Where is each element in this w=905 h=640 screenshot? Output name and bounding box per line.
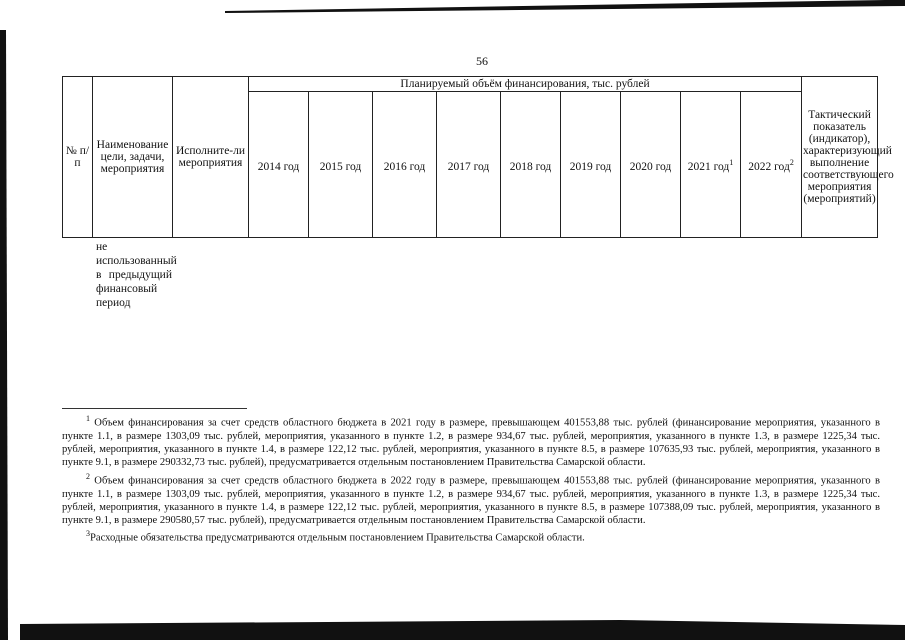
page-number: 56: [476, 54, 488, 68]
footnote: $^1$ Объем финансирования за счет средств областного бюджета в 2021 году в размере, превышающем 401553,88 тыс. рублей (финансирование мероприятия, указанного в пункте 1.1, в размере 1303,09 тыс. рублей, мероприятия, указанного в пункте 1.2, в размере 934,67 тыс. рублей, мероприятия, указанного в пункте 1.3, в размере 1225,34 тыс. рублей, мероприятия, указанного в пункте 1.4, в размере 122,12 тыс. рублей, мероприятия, указанного в пункте 8.5, в размере 107635,93 тыс. рублей, мероприятия, указанного в пункте 9.1, в размере 290332,73 тыс. рублей), предусматривается отдельным постановлением Правительства Самарской области.: [62, 414, 880, 469]
footnote: $^3$Расходные обязательства предусматриваются отдельным постановлением Правительства Самарской области.: [86, 529, 585, 544]
header-year: 2015 год: [309, 92, 373, 238]
footnotes: [62, 412, 880, 545]
header-indicator: Тактический показатель (индикатор), характеризующий выполнение соответствующего мероприятия (мероприятий): [802, 77, 878, 238]
footnote-mark: 3: [86, 529, 90, 539]
header-funding: Планируемый объём финансирования, тыс. рублей: [249, 77, 802, 92]
header-year: 2019 год: [561, 92, 621, 238]
footnote-mark: 2: [86, 471, 90, 481]
footnote: $^2$ Объем финансирования за счет средств областного бюджета в 2022 году в размере, превышающем 401553,88 тыс. рублей (финансирование мероприятия, указанного в пункте 1.1, в размере 1303,09 тыс. рублей, мероприятия, указанного в пункте 1.2, в размере 934,67 тыс. рублей, мероприятия, указанного в пункте 1.3, в размере 1225,34 тыс. рублей, мероприятия, указанного в пункте 1.4, в размере 122,12 тыс. рублей, мероприятия, указанного в пункте 8.5, в размере 107388,09 тыс. рублей, мероприятия, указанного в пункте 9.1, в размере 290580,57 тыс. рублей), предусматривается отдельным постановлением Правительства Самарской области.: [62, 471, 880, 527]
header-year: 2022 год$^2$: [741, 92, 802, 238]
scan-edge-left: [0, 30, 10, 640]
funding-table: [62, 76, 894, 238]
header-year: 2018 год: [501, 92, 561, 238]
footnote-mark: 1: [86, 414, 90, 423]
header-year: 2014 год: [249, 92, 309, 238]
footnote-rule: [62, 408, 247, 409]
header-year: 2017 год: [437, 92, 501, 238]
header-year: 2020 год: [621, 92, 681, 238]
header-name: Наименование цели, задачи, мероприятия: [93, 77, 173, 238]
scan-edge-bottom: [20, 620, 905, 640]
header-year: 2021 год$^1$: [681, 92, 741, 238]
header-year: 2016 год: [373, 92, 437, 238]
scan-edge-top: [225, 0, 905, 14]
header-number: № п/п: [63, 77, 93, 238]
header-executor: Исполните-ли мероприятия: [173, 77, 249, 238]
continuation-text: не использованный в предыдущий финансовый период: [96, 241, 177, 309]
